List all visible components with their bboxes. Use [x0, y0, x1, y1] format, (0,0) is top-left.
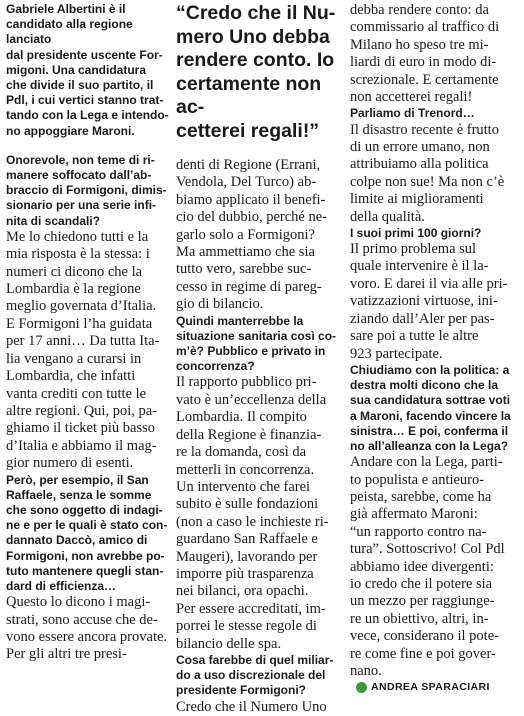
article-intro: Gabriele Albertini è il candidato alla regione lanciato dal presidente uscente For- migoni. Una candidatura che divide il suo partito, il Pdl, i cui vertici stanno trat- tando con la Lega e intendo- no appoggiare Maroni. — [6, 2, 169, 138]
interview-answer: Credo che il Numero Uno — [176, 698, 327, 715]
section-subhead: I suoi primi 100 giorni? — [350, 226, 482, 241]
interview-question: Parliamo di Trenord… — [350, 106, 475, 121]
article-column-3 — [350, 2, 520, 693]
byline — [356, 681, 520, 693]
interview-answer: Andare con la Lega, parti- to populista e antieuro- peista, sarebbe, come ha già affermato Maroni: “un rapporto contro na- tura”. Sottoscrivo! Col Pdl abbiamo idee divergenti: io credo che il potere sia un mezzo per raggiunge- re un obiettivo, altri, in- vece, considerano il pote- re come fine e poi gover- nano. — [350, 454, 505, 680]
interview-answer: debba rendere conto: da commissario al traffico di Milano ho speso tre mi- liardi di euro in modo di- screzionale. E certamente non accetterei regali! — [350, 2, 500, 106]
interview-question: Cosa farebbe di quel miliar- do a uso discrezionale del presidente Formigoni? — [176, 652, 334, 698]
article-column-1 — [6, 2, 174, 664]
interview-question: Chiudiamo con la politica: a destra molti dicono che la sua candidatura sottrae voti a Maroni, facendo vincere la sinistra… E poi, conferma il no all’alleanza con la Lega? — [350, 362, 511, 453]
interview-question: Però, per esempio, il San Raffaele, senza le somme che sono oggetto di indagi- ne e per le quali è stato con- dannato Daccò, amico di Formigoni, non avrebbe po- tuto mantenere quegli stan- dard di efficienza… — [6, 472, 168, 593]
byline-dot-icon — [356, 682, 367, 693]
interview-question: Onorevole, non teme di ri- manere soffocato dall’ab- braccio di Formigoni, dimis- sionario per una serie infi- nita di scandali? — [6, 152, 167, 228]
interview-answer: Questo lo dicono i magi- strati, sono accuse che de- vono essere ancora provate. Per gli altri tre presi- — [6, 594, 168, 663]
byline-author: ANDREA SPARACIARI — [371, 681, 490, 694]
interview-answer: Il disastro recente è frutto di un errore umano, non attribuiamo alla politica colpe non sue! Ma non c’è limite ai miglioramenti della qualità. — [350, 121, 505, 225]
pull-quote: “Credo che il Nu- mero Uno debba rendere conto. Io certamente non ac- cetterei regali!” — [176, 2, 336, 142]
interview-answer: Me lo chiedono tutti e la mia risposta è la stessa: i numeri ci dicono che la Lombardia è la regione meglio governata d’Italia. E Formigoni l’ha guidata per 17 anni… Da tutta Ita- lia vengano a curarsi in Lombardia, che infatti vanta crediti con tutte le altre regioni. Qui, poi, pa- ghiamo il ticket più basso d’Italia e abbiamo il mag- gior numero di esenti. — [6, 228, 160, 472]
interview-answer: Il primo problema sul quale intervenire è il la- voro. E darei il via alle pri- vatizzazioni virtuose, ini- ziando dall’Aler per pas- sare poi a tutte le altre 923 partecipate. — [350, 241, 508, 362]
interview-answer: Il rapporto pubblico pri- vato è un’eccellenza della Lombardia. Il compito della Regione è finanzia- re la domanda, così da metterli in concorrenza. Un intervento che farei subito è sulle fondazioni (non a caso le inchieste ri- guardano San Raffaele e Maugeri), lavorando per imporre più trasparenza nei bilanci, ora opachi. Per essere accreditati, im- porrei le stesse regole di bilancio delle spa. — [176, 374, 329, 652]
interview-answer: denti di Regione (Errani, Vendola, Del Turco) ab- biamo applicato il benefi- cio del dubbio, perché ne- garlo solo a Formigoni? Ma ammettiamo che sia tutto vero, sarebbe suc- cesso in regime di pareg- gio di bilancio. — [176, 157, 327, 313]
interview-question: Quindi manterrebbe la situazione sanitaria così co- m’è? Pubblico e privato in concorrenza? — [176, 313, 337, 374]
